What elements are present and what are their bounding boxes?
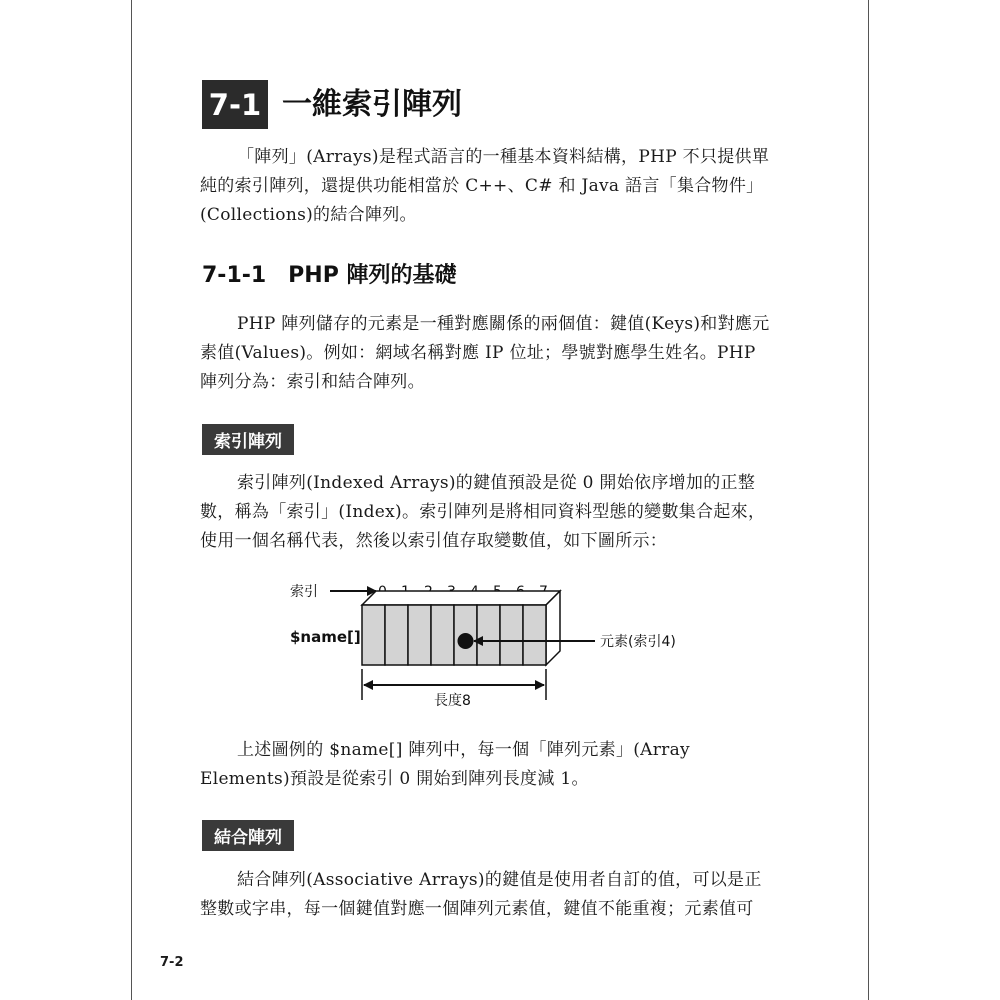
array-cell xyxy=(385,605,408,665)
intro-paragraph xyxy=(200,143,772,230)
index-label: 索引 xyxy=(290,584,318,600)
indexed-text: 索引陣列(Indexed Arrays)的鍵值預設是從 0 開始依序增加的正整數，稱為「索引」(Index)。索引陣列是將相同資料型態的變數集合起來，使用一個名稱代表，然後以索引值存取變數值，如下圖所示： xyxy=(200,473,766,551)
page-number: 7-2 xyxy=(160,955,184,970)
chapter-title: 一維索引陣列 xyxy=(282,87,462,122)
section-paragraph xyxy=(200,310,772,397)
associative-text: 結合陣列(Associative Arrays)的鍵值是使用者自訂的值，可以是正整數或字串，每一個鍵值對應一個陣列元素值，鍵值不能重複；元素值可 xyxy=(200,870,762,919)
element-label: 元素(索引4) xyxy=(600,634,676,650)
array-cell xyxy=(362,605,385,665)
length-label: 長度8 xyxy=(434,693,471,709)
array-diagram xyxy=(280,575,700,710)
array-cells xyxy=(362,591,560,665)
associative-array-tag: 結合陣列 xyxy=(202,820,294,851)
indexed-after-text: 上述圖例的 $name[] 陣列中，每一個「陣列元素」(Array Elements)預設是從索引 0 開始到陣列長度減 1。 xyxy=(200,740,690,789)
array-cell xyxy=(523,605,546,665)
array-cell xyxy=(431,605,454,665)
array-side-face xyxy=(546,591,560,665)
indexed-array-tag: 索引陣列 xyxy=(202,424,294,455)
section-text: PHP 陣列儲存的元素是一種對應關係的兩個值：鍵值(Keys)和對應元素值(Values)。例如：網域名稱對應 IP 位址；學號對應學生姓名。PHP 陣列分為：索引和結合陣列。 xyxy=(200,314,770,392)
associative-paragraph xyxy=(200,866,772,924)
array-cell xyxy=(477,605,500,665)
indexed-after-paragraph xyxy=(200,736,772,794)
chapter-number: 7-1 xyxy=(202,80,268,129)
array-cell xyxy=(408,605,431,665)
array-cell xyxy=(500,605,523,665)
indexed-paragraph xyxy=(200,469,772,556)
array-name: $name[] xyxy=(290,628,361,646)
section-title: 7-1-1 PHP 陣列的基礎 xyxy=(202,263,457,288)
intro-text: 「陣列」(Arrays)是程式語言的一種基本資料結構，PHP 不只提供單純的索引陣列，還提供功能相當於 C++、C# 和 Java 語言「集合物件」(Collections)的結合陣列。 xyxy=(200,147,770,225)
highlighted-element-dot xyxy=(458,633,474,649)
array-top-face xyxy=(362,591,560,605)
